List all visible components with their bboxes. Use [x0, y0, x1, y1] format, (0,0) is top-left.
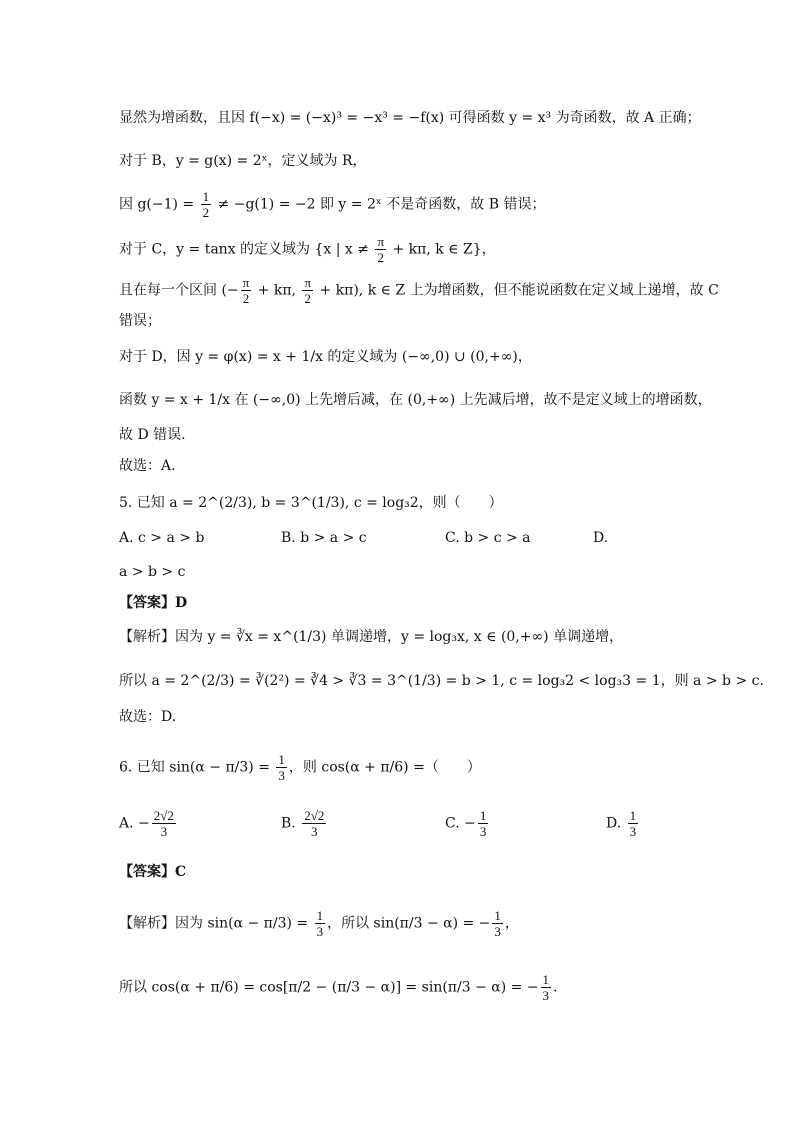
solution-line: 【解析】因为 sin(α − π/3) = $\frac{1}{3}$ ，所以 sin(π/3 − α) = − $\frac{1}{3}$ ， — [119, 908, 519, 939]
fraction: $\frac{\pi}{2}$ — [242, 275, 250, 306]
fraction: $\frac{1}{2}$ — [202, 189, 210, 220]
fraction: $\frac{1}{3}$ — [278, 752, 285, 783]
text-line: 错误； — [119, 313, 161, 329]
option-b: B. $\frac{2√2}{3}$ — [281, 808, 325, 839]
option-d-text: a > b > c — [119, 564, 186, 580]
answer: 【答案】C — [119, 864, 187, 880]
text-line: 故选：D. — [119, 709, 177, 725]
text-line: 对于 D，因 y = φ(x) = x + 1/x 的定义域为 (−∞,0) ∪ (0,+∞)， — [119, 349, 532, 365]
option-a: A. c > a > b — [119, 530, 205, 546]
solution-line: 所以 a = 2^(2/3) = ∛(2²) = ∛4 > ∛3 = 3^(1/3) = b > 1, c = log₃2 < log₃3 = 1，则 a > b > c. — [119, 673, 764, 689]
question-5-stem: 5. 已知 a = 2^(2/3), b = 3^(1/3), c = log₃2，则（ ） — [119, 495, 503, 511]
text-line: 对于 B，y = g(x) = 2ˣ，定义域为 R， — [119, 153, 367, 169]
option-b: B. b > a > c — [281, 530, 367, 546]
fraction: $\frac{\pi}{2}$ — [304, 275, 312, 306]
option-d: D. $\frac{1}{3}$ — [606, 808, 637, 839]
option-c: C. − $\frac{1}{3}$ — [445, 808, 487, 839]
solution-line: 【解析】因为 y = ∛x = x^(1/3) 单调递增，y = log₃x, x ∈ (0,+∞) 单调递增， — [119, 629, 624, 645]
solution-line: 所以 cos(α + π/6) = cos[π/2 − (π/3 − α)] = sin(π/3 − α) = − $\frac{1}{3}$ . — [119, 972, 558, 1003]
option-c: C. b > c > a — [445, 530, 531, 546]
text-line: 故 D 错误. — [119, 427, 186, 443]
text-line: 显然为增函数，且因 f(−x) = (−x)³ = −x³ = −f(x) 可得函数 y = x³ 为奇函数，故 A 正确； — [119, 110, 701, 126]
option-d: D. — [593, 530, 609, 546]
text-line: 函数 y = x + 1/x 在 (−∞,0) 上先增后减，在 (0,+∞) 上先减后增，故不是定义域上的增函数， — [119, 392, 712, 408]
text-line: 故选：A. — [119, 458, 176, 474]
fraction: $\frac{\pi}{2}$ — [377, 234, 385, 265]
question-6-stem: 6. 已知 sin(α − π/3) = $\frac{1}{3}$ ，则 cos(α + π/6) =（ ） — [119, 752, 481, 783]
text-line: 且在每一个区间 (− $\frac{\pi}{2}$ + kπ, $\frac{\pi}{2}$ + kπ), k ∈ Z 上为增函数，但不能说函数在定义域上递增，故 C — [119, 275, 719, 306]
text-line: 对于 C，y = tanx 的定义域为 {x | x ≠ $\frac{\pi}{2}$ + kπ, k ∈ Z}， — [119, 234, 496, 265]
option-a: A. − $\frac{2√2}{3}$ — [119, 808, 174, 839]
text-line: 因 g(−1) = $\frac{1}{2}$ ≠ −g(1) = −2 即 y = 2ˣ 不是奇函数，故 B 错误； — [119, 189, 546, 220]
answer: 【答案】D — [119, 595, 188, 611]
